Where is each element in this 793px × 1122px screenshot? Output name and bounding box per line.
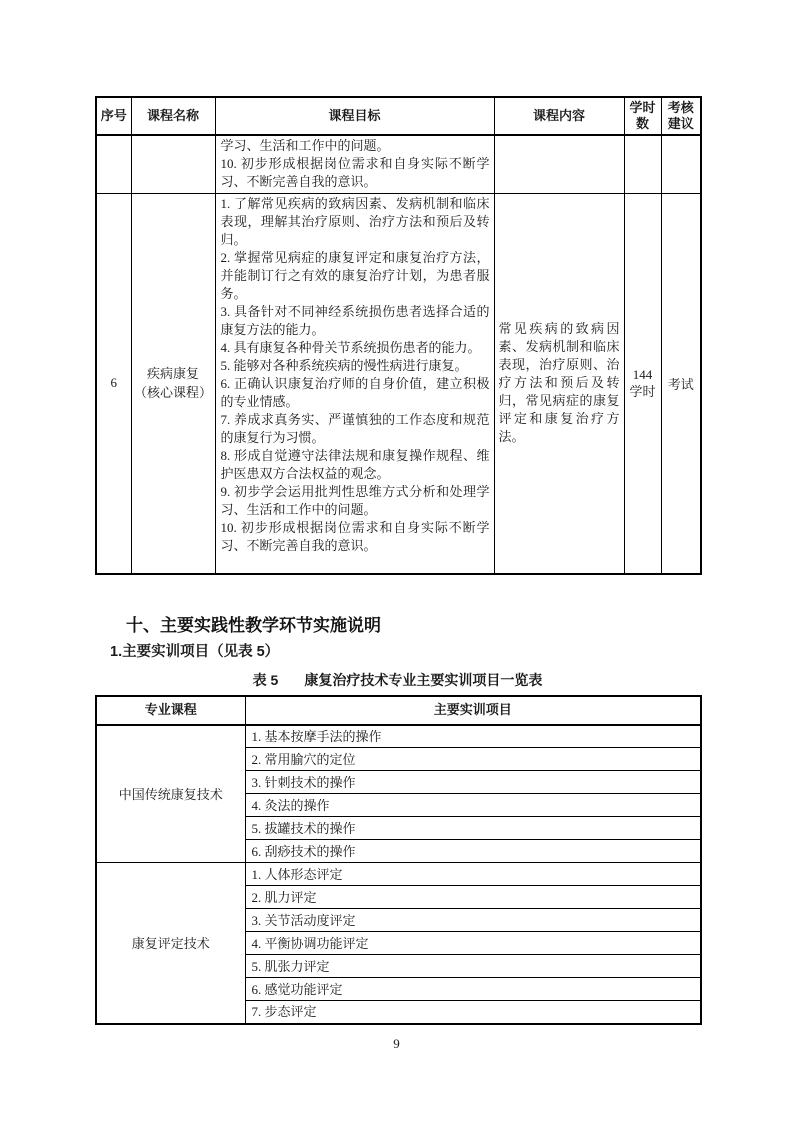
training-table-header-row xyxy=(96,696,701,725)
training-item-cell: 4. 平衡协调功能评定 xyxy=(245,932,701,955)
table-row xyxy=(96,863,701,886)
objective-paragraph: 7. 养成求真务实、严谨慎独的工作态度和规范的康复行为习惯。 xyxy=(220,412,490,445)
hours-value: 144 xyxy=(632,367,653,383)
seq-cell: 6 xyxy=(96,194,131,574)
page-number: 9 xyxy=(393,1036,400,1051)
course-name-cell-empty xyxy=(131,135,215,194)
column-header-content: 课程内容 xyxy=(494,97,624,135)
objective-paragraph: 1. 了解常见疾病的致病因素、发病机制和临床表现，理解其治疗原则、治疗方法和预后及转归。 xyxy=(220,196,490,247)
training-item-cell: 2. 常用腧穴的定位 xyxy=(245,748,701,771)
objectives-cell xyxy=(215,194,494,574)
training-item-cell: 7. 步态评定 xyxy=(245,1001,701,1024)
course-table-header-row xyxy=(96,97,701,135)
column-header-professional-course: 专业课程 xyxy=(96,696,245,725)
objective-paragraph: 8. 形成自觉遵守法律法规和康复操作规程、维护医患双方合法权益的观念。 xyxy=(220,448,490,481)
objectives-cell xyxy=(215,135,494,194)
objective-paragraph: 10. 初步形成根据岗位需求和自身实际不断学习、不断完善自我的意识。 xyxy=(220,156,490,189)
course-table xyxy=(95,96,702,575)
training-projects-table xyxy=(95,695,702,1025)
content-cell: 常见疾病的致病因素、发病机制和临床表现，治疗原则、治疗方法和预后及转归，常见病症的康复评定和康复治疗方法。 xyxy=(494,194,624,574)
column-header-assessment: 考核建议 xyxy=(661,97,701,135)
training-item-cell: 4. 灸法的操作 xyxy=(245,794,701,817)
column-header-seq: 序号 xyxy=(96,97,131,135)
objective-paragraph: 6. 正确认识康复治疗师的自身价值，建立积极的专业情感。 xyxy=(220,376,490,409)
hours-unit: 学时 xyxy=(629,384,656,400)
objective-paragraph: 4. 具有康复各种骨关节系统损伤患者的能力。 xyxy=(220,340,481,355)
objective-paragraph: 5. 能够对各种系统疾病的慢性病进行康复。 xyxy=(220,358,468,373)
section-heading: 十、主要实践性教学环节实施说明 xyxy=(126,615,381,635)
content-cell-empty xyxy=(494,135,624,194)
hours-cell-empty xyxy=(624,135,661,194)
training-item-cell: 3. 关节活动度评定 xyxy=(245,909,701,932)
training-item-cell: 1. 基本按摩手法的操作 xyxy=(245,725,701,748)
assessment-cell: 考试 xyxy=(661,194,701,574)
course-group-cell: 康复评定技术 xyxy=(96,863,245,1024)
table-row xyxy=(96,725,701,748)
training-item-cell: 6. 刮痧技术的操作 xyxy=(245,840,701,863)
column-header-objectives: 课程目标 xyxy=(215,97,494,135)
training-item-cell: 1. 人体形态评定 xyxy=(245,863,701,886)
page-content xyxy=(95,96,700,1025)
table-row-course-6 xyxy=(96,194,701,574)
objective-paragraph: 学习、生活和工作中的问题。 xyxy=(220,138,390,153)
training-item-cell: 2. 肌力评定 xyxy=(245,886,701,909)
objective-paragraph: 9. 初步学会运用批判性思维方式分析和处理学习、生活和工作中的问题。 xyxy=(220,484,490,517)
training-item-cell: 5. 拔罐技术的操作 xyxy=(245,817,701,840)
section-subheading: 1.主要实训项目（见表 5） xyxy=(110,643,280,660)
column-header-hours: 学时数 xyxy=(624,97,661,135)
table-caption xyxy=(95,672,700,688)
training-item-cell: 3. 针刺技术的操作 xyxy=(245,771,701,794)
course-name-line: 疾病康复 xyxy=(146,366,199,382)
table-row-carryover xyxy=(96,135,701,194)
objective-paragraph: 2. 掌握常见病症的康复评定和康复治疗方法，并能制订行之有效的康复治疗计划，为患者服务。 xyxy=(220,250,490,301)
hours-cell xyxy=(624,194,661,574)
column-header-course-name: 课程名称 xyxy=(131,97,215,135)
objective-paragraph: 10. 初步形成根据岗位需求和自身实际不断学习、不断完善自我的意识。 xyxy=(220,520,490,553)
course-name-cell xyxy=(131,194,215,574)
training-item-cell: 6. 感觉功能评定 xyxy=(245,978,701,1001)
table-caption-title: 康复治疗技术专业主要实训项目一览表 xyxy=(304,671,543,688)
assessment-cell-empty xyxy=(661,135,701,194)
course-name-line: （核心课程） xyxy=(133,385,212,401)
table-caption-label: 表 5 xyxy=(252,671,279,688)
course-group-cell: 中国传统康复技术 xyxy=(96,725,245,863)
objective-paragraph: 3. 具备针对不同神经系统损伤患者选择合适的康复方法的能力。 xyxy=(220,304,490,337)
training-item-cell: 5. 肌张力评定 xyxy=(245,955,701,978)
seq-cell-empty xyxy=(96,135,131,194)
column-header-training-projects: 主要实训项目 xyxy=(245,696,701,725)
